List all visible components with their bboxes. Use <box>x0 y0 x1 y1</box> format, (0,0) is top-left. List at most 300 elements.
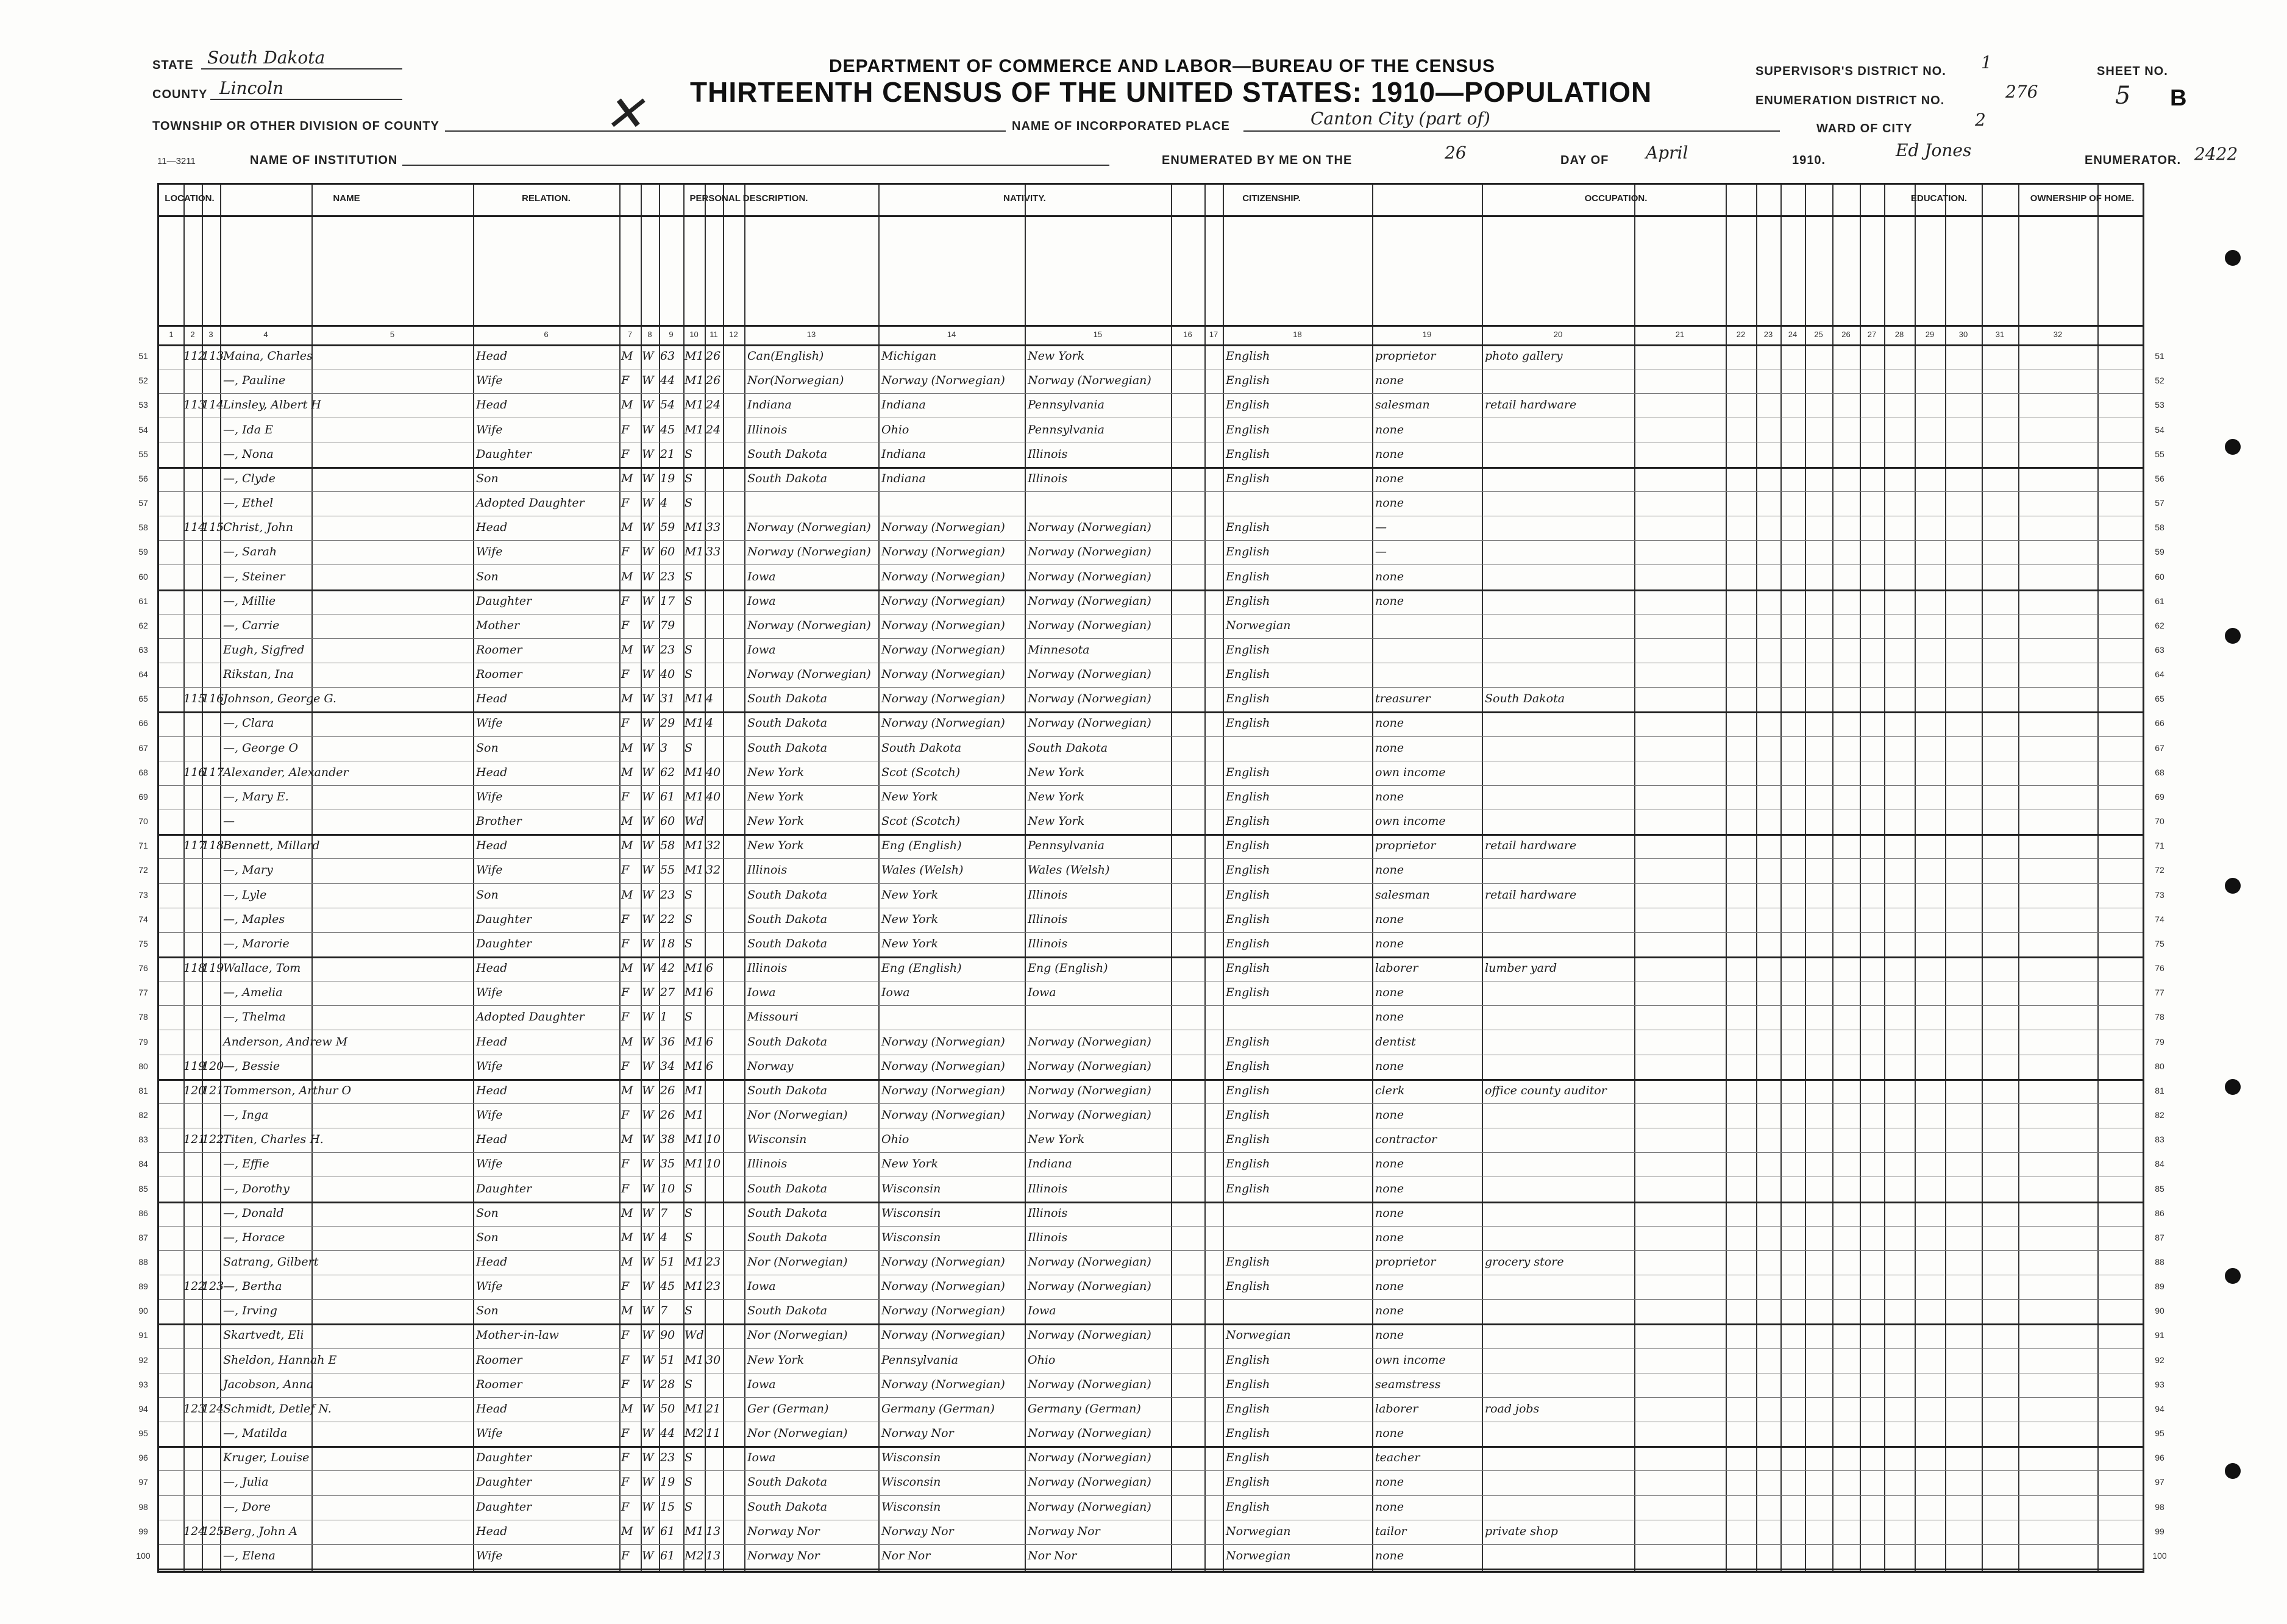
township-underline <box>445 130 1006 132</box>
line-number: 99 <box>138 1526 148 1536</box>
cell-born: Illinois <box>747 863 788 877</box>
cell-race: W <box>642 839 654 853</box>
line-number: 51 <box>138 351 148 361</box>
cell-lang: English <box>1226 863 1270 877</box>
cell-age: 34 <box>660 1059 675 1073</box>
line-number: 91 <box>2155 1330 2164 1341</box>
cell-ms: M1 <box>685 1083 704 1097</box>
cell-name: Rikstan, Ina <box>223 668 294 682</box>
cell-yrs: 21 <box>706 1401 721 1416</box>
cell-born: Illinois <box>747 422 788 436</box>
line-number: 77 <box>2155 988 2164 998</box>
cell-race: W <box>642 1010 654 1024</box>
line-number: 60 <box>2155 571 2164 582</box>
cell-age: 55 <box>660 863 675 877</box>
line-number: 66 <box>2155 718 2164 728</box>
cell-father: Indiana <box>881 471 926 485</box>
line-number: 98 <box>138 1501 148 1512</box>
cell-age: 61 <box>660 1548 675 1562</box>
cell-name: —, Bessie <box>223 1059 280 1073</box>
cell-mother: Norway (Norwegian) <box>1028 692 1151 706</box>
cell-mother: Illinois <box>1028 936 1068 950</box>
cell-father: Norway (Norwegian) <box>881 1255 1005 1269</box>
cell-sex: M <box>621 1304 633 1318</box>
cell-ms: S <box>685 1500 693 1514</box>
column-number: 1 <box>169 330 174 339</box>
cell-name: — <box>223 814 235 828</box>
cell-race: W <box>642 716 654 730</box>
line-number: 57 <box>2155 498 2164 508</box>
cell-sex: F <box>621 1010 630 1024</box>
row-rule <box>159 1250 2143 1251</box>
cell-age: 59 <box>660 521 675 535</box>
cell-yrs: 23 <box>706 1280 721 1294</box>
cell-born: South Dakota <box>747 716 828 730</box>
cell-rel: Daughter <box>476 447 532 461</box>
cell-ms: M1 <box>685 789 704 803</box>
supervisor-label: SUPERVISOR'S DISTRICT NO. <box>1755 65 1946 78</box>
cell-race: W <box>642 1133 654 1147</box>
cell-lang: Norwegian <box>1226 1548 1291 1562</box>
cell-name: —, Amelia <box>223 986 283 1000</box>
row-rule <box>159 1005 2143 1006</box>
cell-occ: none <box>1375 1181 1404 1195</box>
cell-father: Norway (Norwegian) <box>881 692 1005 706</box>
row-rule <box>159 1079 2143 1081</box>
line-number: 71 <box>138 841 148 851</box>
cell-born: Iowa <box>747 1451 776 1465</box>
cell-mother: Norway (Norwegian) <box>1028 1328 1151 1342</box>
cell-age: 23 <box>660 643 675 657</box>
cell-occ: none <box>1375 1157 1404 1171</box>
cell-rel: Son <box>476 1206 499 1220</box>
cell-born: Nor (Norwegian) <box>747 1108 848 1122</box>
cell-father: Wisconsin <box>881 1500 941 1514</box>
cell-race: W <box>642 1035 654 1049</box>
cell-occ: salesman <box>1375 888 1430 902</box>
cell-born: Illinois <box>747 1157 788 1171</box>
cell-father: South Dakota <box>881 741 962 755</box>
cell-born: Iowa <box>747 643 776 657</box>
cell-race: W <box>642 1157 654 1171</box>
cell-ms: M1 <box>685 374 704 388</box>
cell-ind: photo gallery <box>1485 349 1563 363</box>
column-number: 21 <box>1675 330 1685 339</box>
cell-sex: M <box>621 888 633 902</box>
line-number: 92 <box>2155 1355 2164 1365</box>
cell-ms: S <box>685 569 693 583</box>
cell-lang: English <box>1226 569 1270 583</box>
cell-race: W <box>642 643 654 657</box>
line-number: 57 <box>138 498 148 508</box>
township-x-mark: ✕ <box>603 85 645 142</box>
ward-label: WARD OF CITY <box>1816 122 1913 135</box>
column-divider <box>1171 185 1172 1571</box>
cell-sex: M <box>621 471 633 485</box>
cell-occ: teacher <box>1375 1451 1420 1465</box>
column-divider <box>1726 185 1727 1571</box>
cell-age: 29 <box>660 716 675 730</box>
line-number: 65 <box>2155 694 2164 704</box>
cell-lang: English <box>1226 888 1270 902</box>
corner-number: 2422 <box>2194 144 2238 164</box>
line-number: 80 <box>138 1061 148 1071</box>
cell-dw: 114 <box>183 521 206 535</box>
cell-name: —, Carrie <box>223 618 280 632</box>
cell-sex: M <box>621 643 633 657</box>
cell-rel: Wife <box>476 374 503 388</box>
cell-name: —, Ida E <box>223 422 273 436</box>
cell-race: W <box>642 936 654 950</box>
cell-race: W <box>642 1083 654 1097</box>
cell-father: Germany (German) <box>881 1401 995 1416</box>
line-number: 94 <box>2155 1403 2164 1414</box>
cell-race: W <box>642 1353 654 1367</box>
column-number: 7 <box>627 330 633 339</box>
cell-dw: 124 <box>183 1524 206 1538</box>
cell-age: 45 <box>660 1280 675 1294</box>
cell-rel: Wife <box>476 986 503 1000</box>
cell-name: —, Clyde <box>223 471 276 485</box>
cell-sex: F <box>621 545 630 559</box>
cell-ms: S <box>685 594 693 608</box>
cell-lang: English <box>1226 1426 1270 1441</box>
cell-father: New York <box>881 789 939 803</box>
cell-rel: Adopted Daughter <box>476 1010 585 1024</box>
cell-fam: 121 <box>202 1083 224 1097</box>
cell-occ: none <box>1375 471 1404 485</box>
column-divider <box>2097 185 2099 1571</box>
cell-race: W <box>642 545 654 559</box>
cell-ms: S <box>685 912 693 926</box>
cell-yrs: 10 <box>706 1133 721 1147</box>
cell-sex: M <box>621 1255 633 1269</box>
cell-born: Nor (Norwegian) <box>747 1255 848 1269</box>
cell-mother: Norway (Norwegian) <box>1028 618 1151 632</box>
column-number: 11 <box>710 330 718 339</box>
line-number: 61 <box>138 596 148 606</box>
column-number: 4 <box>263 330 268 339</box>
row-rule <box>159 393 2143 394</box>
cell-sex: F <box>621 1426 630 1441</box>
cell-mother: Illinois <box>1028 1181 1068 1195</box>
cell-name: —, Millie <box>223 594 276 608</box>
cell-age: 21 <box>660 447 675 461</box>
cell-race: W <box>642 521 654 535</box>
cell-name: Maina, Charles <box>223 349 313 363</box>
cell-father: Wisconsin <box>881 1206 941 1220</box>
cell-name: —, Dore <box>223 1500 271 1514</box>
cell-ind: retail hardware <box>1485 839 1577 853</box>
cell-age: 42 <box>660 961 675 975</box>
cell-rel: Son <box>476 1230 499 1244</box>
cell-lang: English <box>1226 936 1270 950</box>
cell-race: W <box>642 398 654 412</box>
cell-ms: M1 <box>685 1059 704 1073</box>
cell-ms: M2 <box>685 1426 704 1441</box>
cell-mother: Norway (Norwegian) <box>1028 1500 1151 1514</box>
cell-father: New York <box>881 912 939 926</box>
cell-yrs: 30 <box>706 1353 721 1367</box>
cell-age: 44 <box>660 1426 675 1441</box>
cell-sex: M <box>621 814 633 828</box>
cell-lang: Norwegian <box>1226 1328 1291 1342</box>
column-number: 10 <box>689 330 699 339</box>
column-number: 17 <box>1209 330 1218 339</box>
cell-yrs: 32 <box>706 863 721 877</box>
line-number: 55 <box>138 449 148 459</box>
cell-occ: none <box>1375 447 1404 461</box>
line-number: 91 <box>138 1330 148 1341</box>
line-number: 82 <box>138 1110 148 1120</box>
cell-mother: Norway (Norwegian) <box>1028 594 1151 608</box>
cell-father: New York <box>881 1157 939 1171</box>
cell-ms: M1 <box>685 398 704 412</box>
row-rule <box>159 638 2143 639</box>
cell-age: 27 <box>660 986 675 1000</box>
cell-race: W <box>642 1328 654 1342</box>
form-number: 11—3211 <box>157 156 196 166</box>
cell-yrs: 13 <box>706 1548 721 1562</box>
cell-name: —, Mary <box>223 863 273 877</box>
cell-name: Kruger, Louise <box>223 1451 310 1465</box>
column-number: 32 <box>2053 330 2063 339</box>
cell-occ: none <box>1375 1108 1404 1122</box>
cell-occ: none <box>1375 1206 1404 1220</box>
cell-mother: Indiana <box>1028 1157 1072 1171</box>
line-number: 68 <box>2155 767 2164 777</box>
column-divider <box>744 185 745 1571</box>
column-divider <box>1756 185 1757 1571</box>
cell-name: Christ, John <box>223 521 293 535</box>
cell-mother: New York <box>1028 789 1085 803</box>
line-number: 95 <box>138 1428 148 1439</box>
line-number: 97 <box>138 1477 148 1487</box>
cell-ms: S <box>685 1451 693 1465</box>
line-number: 73 <box>138 889 148 900</box>
cell-sex: M <box>621 741 633 755</box>
binder-hole <box>2225 1079 2241 1095</box>
column-divider <box>878 185 880 1571</box>
cell-mother: Nor Nor <box>1028 1548 1077 1562</box>
row-rule <box>159 932 2143 933</box>
line-number: 65 <box>138 694 148 704</box>
cell-race: W <box>642 765 654 779</box>
line-number: 92 <box>138 1355 148 1365</box>
cell-rel: Son <box>476 471 499 485</box>
state-underline <box>201 68 402 69</box>
line-number: 89 <box>2155 1281 2164 1292</box>
cell-rel: Son <box>476 741 499 755</box>
cell-rel: Roomer <box>476 668 522 682</box>
line-number: 54 <box>2155 424 2164 435</box>
cell-age: 15 <box>660 1500 675 1514</box>
cell-dw: 119 <box>183 1059 206 1073</box>
line-number: 88 <box>2155 1257 2164 1267</box>
cell-rel: Head <box>476 349 508 363</box>
line-number: 67 <box>138 743 148 753</box>
cell-born: Wisconsin <box>747 1133 807 1147</box>
cell-yrs: 10 <box>706 1157 721 1171</box>
cell-born: Norway (Norwegian) <box>747 545 871 559</box>
column-divider <box>220 185 221 1571</box>
cell-sex: M <box>621 1401 633 1416</box>
row-rule <box>159 1446 2143 1448</box>
cell-born: New York <box>747 814 805 828</box>
cell-mother: Norway (Norwegian) <box>1028 1377 1151 1391</box>
cell-lang: English <box>1226 1377 1270 1391</box>
cell-father: Wisconsin <box>881 1451 941 1465</box>
line-number: 84 <box>2155 1159 2164 1169</box>
cell-race: W <box>642 1280 654 1294</box>
cell-mother: Illinois <box>1028 471 1068 485</box>
cell-age: 50 <box>660 1401 675 1416</box>
cell-ms: M1 <box>685 1401 704 1416</box>
line-number: 68 <box>138 767 148 777</box>
cell-age: 22 <box>660 912 675 926</box>
cell-mother: Norway (Norwegian) <box>1028 1426 1151 1441</box>
cell-father: Norway (Norwegian) <box>881 668 1005 682</box>
cell-father: Scot (Scotch) <box>881 765 961 779</box>
cell-age: 79 <box>660 618 675 632</box>
cell-ms: M1 <box>685 765 704 779</box>
cell-age: 26 <box>660 1108 675 1122</box>
cell-race: W <box>642 1524 654 1538</box>
cell-race: W <box>642 1304 654 1318</box>
cell-sex: F <box>621 1500 630 1514</box>
cell-rel: Head <box>476 1401 508 1416</box>
line-number: 80 <box>2155 1061 2164 1071</box>
cell-name: —, Julia <box>223 1475 269 1489</box>
cell-born: Illinois <box>747 961 788 975</box>
column-number: 25 <box>1814 330 1823 339</box>
cell-age: 62 <box>660 765 675 779</box>
cell-sex: F <box>621 618 630 632</box>
cell-rel: Roomer <box>476 1377 522 1391</box>
cell-ind: retail hardware <box>1485 888 1577 902</box>
cell-name: Satrang, Gilbert <box>223 1255 319 1269</box>
column-divider <box>1634 185 1635 1571</box>
cell-ms: S <box>685 471 693 485</box>
line-number: 66 <box>138 718 148 728</box>
cell-dw: 120 <box>183 1083 206 1097</box>
line-number: 53 <box>2155 400 2164 410</box>
enumerator-label: ENUMERATOR. <box>2085 154 2182 167</box>
cell-mother: New York <box>1028 814 1085 828</box>
line-number: 51 <box>2155 351 2164 361</box>
cell-sex: F <box>621 789 630 803</box>
cell-born: Can(English) <box>747 349 824 363</box>
cell-name: —, Dorothy <box>223 1181 290 1195</box>
cell-mother: Norway (Norwegian) <box>1028 1475 1151 1489</box>
column-group-header: RELATION. <box>522 193 571 204</box>
cell-rel: Head <box>476 398 508 412</box>
line-number: 87 <box>2155 1232 2164 1242</box>
cell-born: Nor(Norwegian) <box>747 374 844 388</box>
cell-age: 28 <box>660 1377 675 1391</box>
state-label: STATE <box>152 59 194 72</box>
cell-father: Norway (Norwegian) <box>881 1280 1005 1294</box>
line-number: 56 <box>138 473 148 483</box>
cell-ms: M1 <box>685 1353 704 1367</box>
cell-father: Eng (English) <box>881 961 962 975</box>
cell-occ: none <box>1375 1280 1404 1294</box>
cell-rel: Wife <box>476 545 503 559</box>
sheet-side: B <box>2170 85 2187 111</box>
binder-hole <box>2225 250 2241 266</box>
cell-father: Norway (Norwegian) <box>881 521 1005 535</box>
cell-age: 51 <box>660 1353 675 1367</box>
line-number: 90 <box>138 1306 148 1316</box>
row-rule <box>159 467 2143 469</box>
cell-occ: none <box>1375 789 1404 803</box>
cell-fam: 116 <box>202 692 224 706</box>
cell-ms: M1 <box>685 1280 704 1294</box>
cell-race: W <box>642 1181 654 1195</box>
cell-rel: Head <box>476 692 508 706</box>
cell-yrs: 4 <box>706 716 714 730</box>
cell-father: Wisconsin <box>881 1181 941 1195</box>
cell-sex: F <box>621 1280 630 1294</box>
line-number: 72 <box>2155 865 2164 875</box>
cell-lang: English <box>1226 716 1270 730</box>
cell-occ: none <box>1375 1304 1404 1318</box>
cell-mother: Norway (Norwegian) <box>1028 716 1151 730</box>
cell-dw: 112 <box>183 349 206 363</box>
line-number: 96 <box>138 1453 148 1463</box>
cell-rel: Daughter <box>476 1475 532 1489</box>
cell-lang: English <box>1226 814 1270 828</box>
cell-mother: Pennsylvania <box>1028 398 1104 412</box>
cell-age: 3 <box>660 741 668 755</box>
department-heading: DEPARTMENT OF COMMERCE AND LABOR—BUREAU OF THE CENSUS <box>829 56 1495 76</box>
cell-sex: M <box>621 1206 633 1220</box>
cell-dw: 117 <box>183 839 206 853</box>
cell-born: South Dakota <box>747 1230 828 1244</box>
column-group-header: CITIZENSHIP. <box>1242 193 1301 204</box>
cell-mother: Norway (Norwegian) <box>1028 1451 1151 1465</box>
line-number: 52 <box>138 376 148 386</box>
cell-born: Ger (German) <box>747 1401 829 1416</box>
cell-mother: Pennsylvania <box>1028 839 1104 853</box>
cell-race: W <box>642 1548 654 1562</box>
cell-ms: M1 <box>685 545 704 559</box>
institution-underline <box>402 165 1109 166</box>
cell-rel: Daughter <box>476 936 532 950</box>
cell-mother: New York <box>1028 349 1085 363</box>
cell-age: 18 <box>660 936 675 950</box>
line-number: 63 <box>2155 645 2164 655</box>
cell-rel: Roomer <box>476 1353 522 1367</box>
cell-rel: Adopted Daughter <box>476 496 585 510</box>
cell-sex: M <box>621 349 633 363</box>
cell-name: Alexander, Alexander <box>223 765 349 779</box>
cell-lang: English <box>1226 789 1270 803</box>
cell-ms: S <box>685 1010 693 1024</box>
cell-born: Iowa <box>747 594 776 608</box>
row-rule <box>159 564 2143 565</box>
cell-lang: English <box>1226 1133 1270 1147</box>
cell-name: —, Maples <box>223 912 285 926</box>
cell-rel: Head <box>476 839 508 853</box>
cell-ms: M1 <box>685 1255 704 1269</box>
line-number: 60 <box>138 571 148 582</box>
cell-ind: South Dakota <box>1485 692 1565 706</box>
cell-lang: English <box>1226 912 1270 926</box>
cell-sex: M <box>621 398 633 412</box>
cell-name: —, Donald <box>223 1206 284 1220</box>
column-divider <box>1780 185 1782 1571</box>
